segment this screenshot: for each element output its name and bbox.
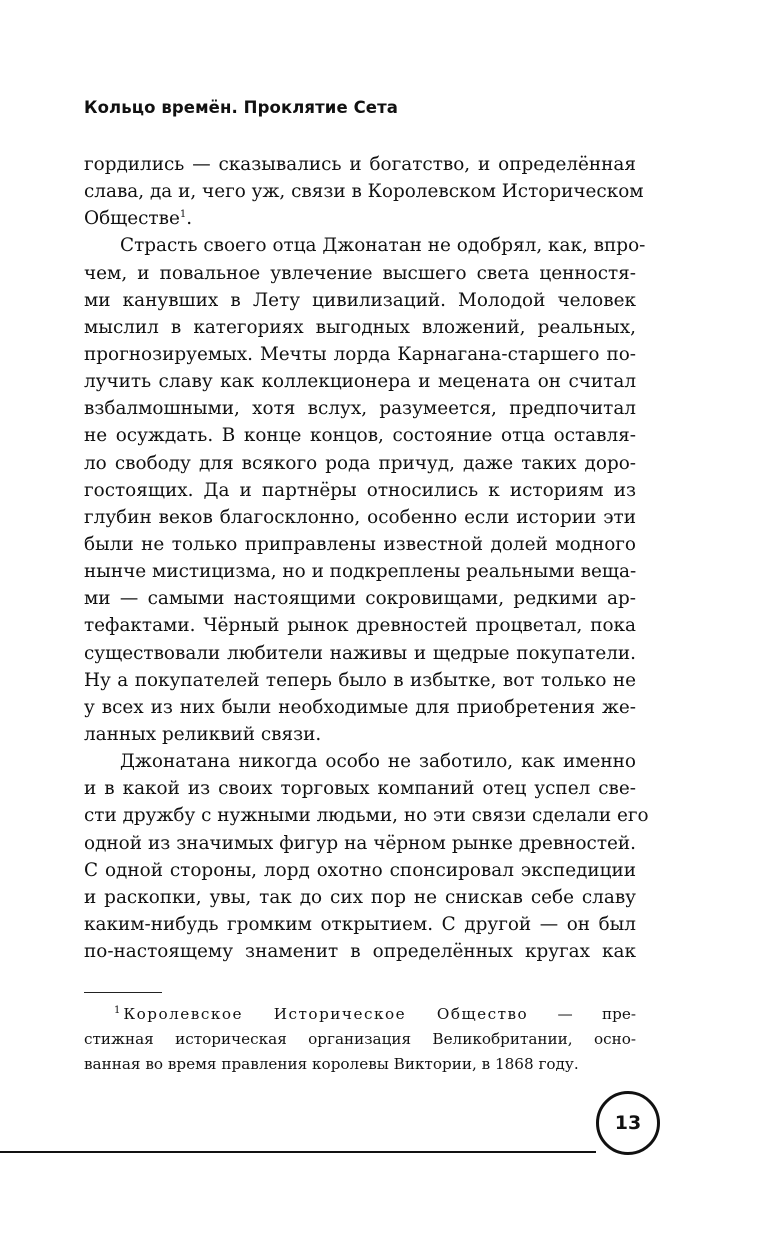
text-line: Ну а покупателей теперь было в избытке, вот только не bbox=[84, 669, 636, 691]
text-line: тефактами. Чёрный рынок древностей процветал, пока bbox=[84, 615, 636, 637]
body-text bbox=[84, 151, 649, 965]
text-line: ми канувших в Лету цивилизаций. Молодой человек bbox=[84, 289, 636, 311]
text-line: по-настоящему знаменит в определённых кругах как bbox=[84, 941, 636, 963]
footnote-divider bbox=[84, 992, 162, 993]
text-line: сти дружбу с нужными людьми, но эти связи сделали его bbox=[84, 805, 649, 827]
footnote-marker: 1 bbox=[114, 1005, 121, 1016]
footnote-term: Королевское Историческое Общество bbox=[123, 1005, 529, 1023]
running-head: Кольцо времён. Проклятие Сета bbox=[84, 98, 398, 117]
text-line-content: Обществе bbox=[84, 208, 180, 230]
footnote-line bbox=[84, 1002, 636, 1027]
page-number: 13 bbox=[596, 1091, 660, 1155]
text-line: чем, и повальное увлечение высшего света ценностя- bbox=[84, 262, 636, 284]
text-line: ланных реликвий связи. bbox=[84, 723, 322, 745]
text-line: мыслил в категориях выгодных вложений, реальных, bbox=[84, 316, 636, 338]
text-line: и раскопки, увы, так до сих пор не снискав себе славу bbox=[84, 886, 636, 908]
text-line: глубин веков благосклонно, особенно если истории эти bbox=[84, 506, 636, 528]
text-line: каким-нибудь громким открытием. С другой — он был bbox=[84, 913, 636, 935]
text-line: С одной стороны, лорд охотно спонсировал экспедиции bbox=[84, 859, 636, 881]
text-line: не осуждать. В конце концов, состояние отца оставля- bbox=[84, 425, 636, 447]
footnote-text: — пре- bbox=[528, 1005, 636, 1023]
text-line: ми — самыми настоящими сокровищами, редкими ар- bbox=[84, 588, 636, 610]
text-line: были не только приправлены известной долей модного bbox=[84, 533, 636, 555]
text-line: и в какой из своих торговых компаний отец успел све- bbox=[84, 778, 636, 800]
text-line: гордились — сказывались и богатство, и определённая bbox=[84, 154, 636, 175]
text-line: Страсть своего отца Джонатан не одобрял, как, впро- bbox=[120, 235, 646, 257]
text-line: у всех из них были необходимые для приобретения же- bbox=[84, 696, 636, 718]
footnote-line: стижная историческая организация Великобритании, осно- bbox=[84, 1030, 636, 1048]
footnotes bbox=[84, 1002, 636, 1077]
text-line: нынче мистицизма, но и подкреплены реальными веща- bbox=[84, 561, 637, 583]
text-line: прогнозируемых. Мечты лорда Карнагана-старшего по- bbox=[84, 343, 636, 365]
text-line: лучить славу как коллекционера и мецената он считал bbox=[84, 371, 636, 393]
text-line: одной из значимых фигур на чёрном рынке древностей. bbox=[84, 832, 636, 854]
text-line: существовали любители наживы и щедрые покупатели. bbox=[84, 642, 636, 664]
text-line: ло свободу для всякого рода причуд, даже таких доро- bbox=[84, 452, 636, 474]
bottom-rule bbox=[0, 1151, 596, 1153]
text-line: гостоящих. Да и партнёры относились к историям из bbox=[84, 479, 636, 501]
text-line: взбалмошными, хотя вслух, разумеется, предпочитал bbox=[84, 398, 636, 420]
footnote-line: ванная во время правления королевы Виктории, в 1868 году. bbox=[84, 1055, 579, 1073]
text-line: Джонатана никогда особо не заботило, как именно bbox=[120, 751, 636, 773]
footnote-reference: 1 bbox=[179, 209, 187, 221]
text-line: Обществе$^1$. bbox=[84, 208, 193, 230]
text-line: слава, да и, чего уж, связи в Королевском Историческом bbox=[84, 181, 644, 203]
